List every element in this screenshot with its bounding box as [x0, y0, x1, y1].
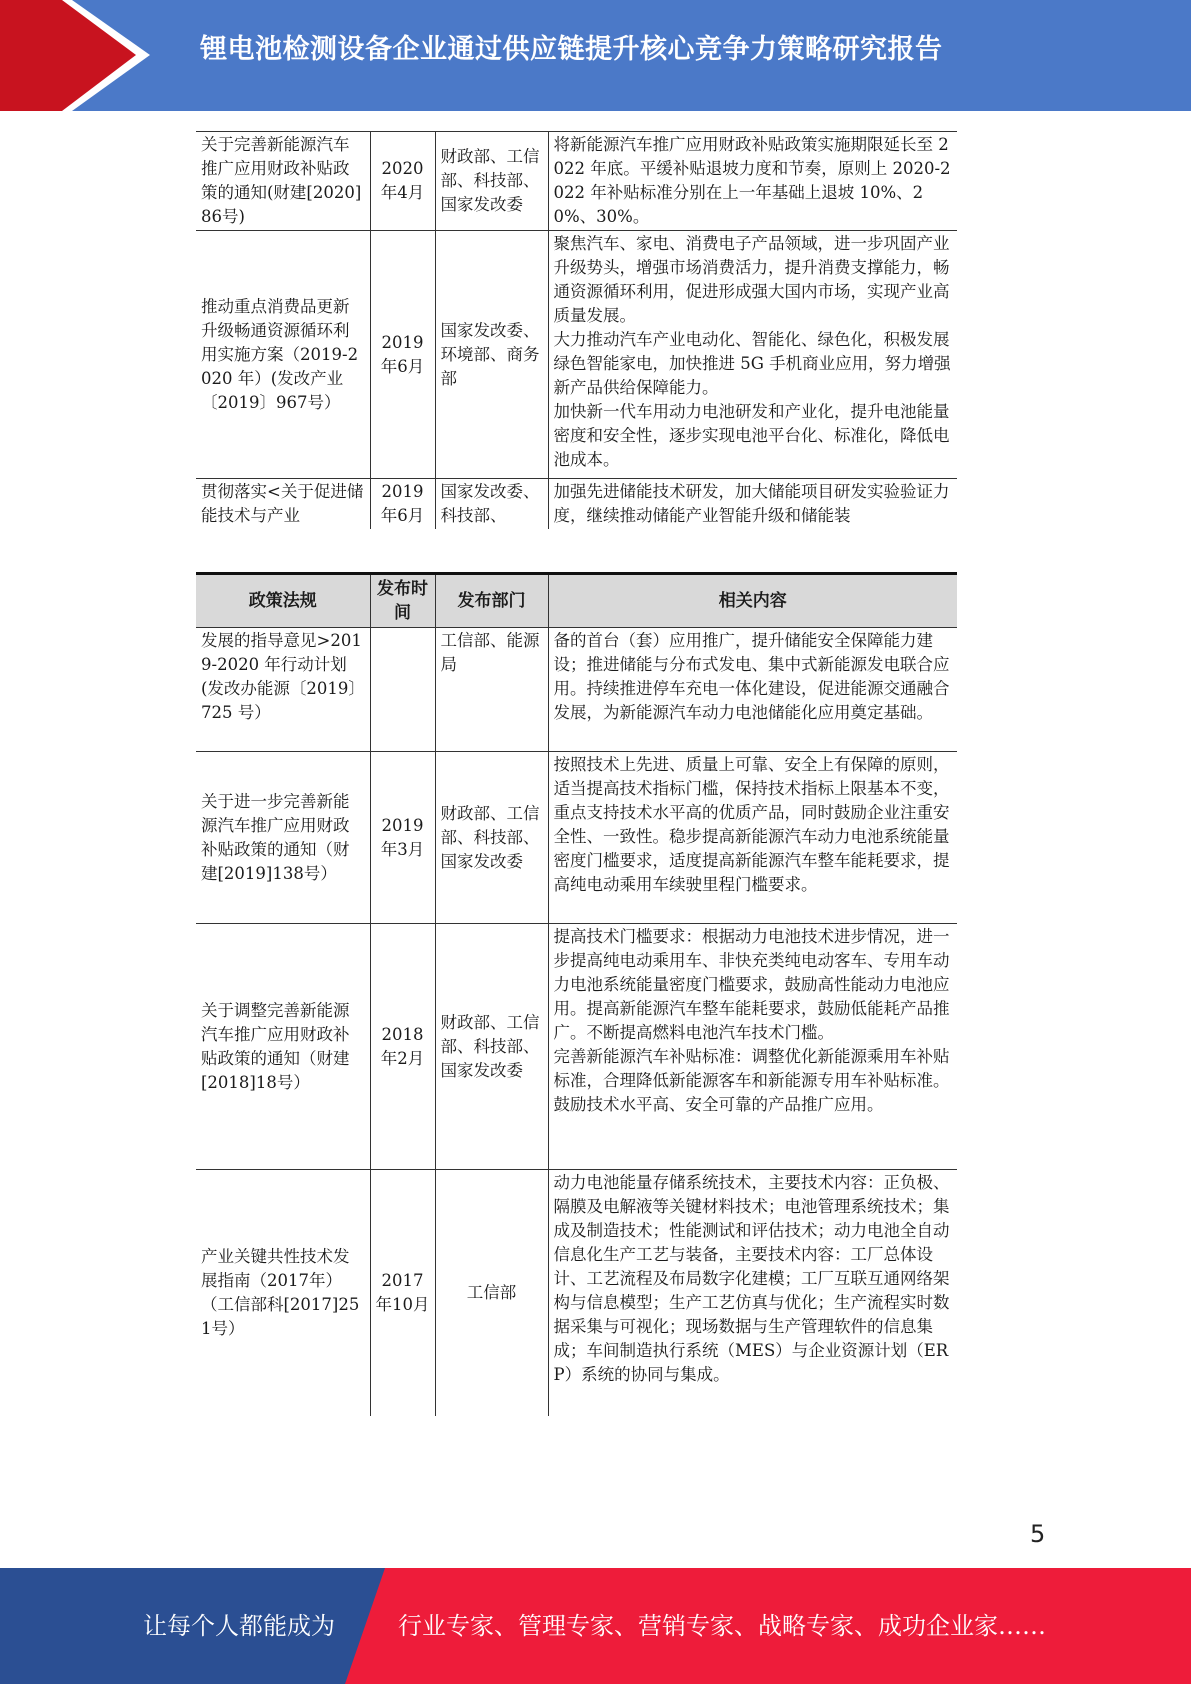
release-time-cell: [370, 628, 435, 752]
content-cell: 将新能源汽车推广应用财政补贴政策实施期限延长至 2022 年底。平缓补贴退坡力度和节奏，原则上 2020-2022 年补贴标准分别在上一年基础上退坡 10%、20%、30%。: [548, 132, 957, 231]
column-header-policy: 政策法规: [196, 574, 370, 628]
department-cell: 财政部、工信部、科技部、国家发改委: [435, 924, 548, 1170]
department-cell: 工信部、能源局: [435, 628, 548, 752]
policy-name-cell: 发展的指导意见>2019-2020 年行动计划(发改办能源〔2019〕725 号）: [196, 628, 370, 752]
column-header-content: 相关内容: [548, 574, 957, 628]
page-footer: [0, 1568, 1191, 1684]
table-row: [196, 1170, 957, 1416]
department-cell: 工信部: [435, 1170, 548, 1416]
content-cell: 按照技术上先进、质量上可靠、安全上有保障的原则，适当提高技术指标门槛，保持技术指标上限基本不变，重点支持技术水平高的优质产品，同时鼓励企业注重安全性、一致性。稳步提高新能源汽车动力电池系统能量密度门槛要求，适度提高新能源汽车整车能耗要求，提高纯电动乘用车续驶里程门槛要求。: [548, 752, 957, 924]
column-header-time: 发布时间: [370, 574, 435, 628]
release-time-cell: 2017年10月: [370, 1170, 435, 1416]
release-time-cell: 2018年2月: [370, 924, 435, 1170]
release-time-cell: 2019年6月: [370, 231, 435, 479]
policy-table: [196, 572, 957, 1416]
policy-name-cell: 关于完善新能源汽车推广应用财政补贴政策的通知(财建[2020]86号): [196, 132, 370, 231]
policy-name-cell: 关于进一步完善新能源汽车推广应用财政补贴政策的通知（财建[2019]138号）: [196, 752, 370, 924]
header-red-arrow-icon: [0, 0, 150, 111]
footer-slogan-left: 让每个人都能成为: [143, 1612, 335, 1640]
department-cell: 财政部、工信部、科技部、国家发改委: [435, 132, 548, 231]
policy-name-cell: 贯彻落实<关于促进储能技术与产业: [196, 479, 370, 530]
content-cell: 加强先进储能技术研发，加大储能项目研发实验验证力度，继续推动储能产业智能升级和储能装: [548, 479, 957, 530]
table-row: [196, 752, 957, 924]
release-time-cell: 2019年3月: [370, 752, 435, 924]
page-number: 5: [1030, 1520, 1046, 1548]
report-title: 锂电池检测设备企业通过供应链提升核心竞争力策略研究报告: [200, 34, 943, 65]
table-header-row: [196, 574, 957, 628]
department-cell: 财政部、工信部、科技部、国家发改委: [435, 752, 548, 924]
content-cell: 聚焦汽车、家电、消费电子产品领域，进一步巩固产业升级势头，增强市场消费活力，提升消费支撑能力，畅通资源循环利用，促进形成强大国内市场，实现产业高质量发展。 大力推动汽车产业电动化、智能化、绿色化，积极发展绿色智能家电，加快推进 5G 手机商业应用，努力增强新产品供给保障能力。 加快新一代车用动力电池研发和产业化，提升电池能量密度和安全性，逐步实现电池平台化、标准化，降低电池成本。: [548, 231, 957, 479]
release-time-cell: 2019年6月: [370, 479, 435, 530]
policy-name-cell: 推动重点消费品更新升级畅通资源循环利用实施方案（2019-2020 年）(发改产业〔2019〕967号）: [196, 231, 370, 479]
department-cell: 国家发改委、环境部、商务部: [435, 231, 548, 479]
content-cell: 提高技术门槛要求：根据动力电池技术进步情况，进一步提高纯电动乘用车、非快充类纯电动客车、专用车动力电池系统能量密度门槛要求，鼓励高性能动力电池应用。提高新能源汽车整车能耗要求，鼓励低能耗产品推广。不断提高燃料电池汽车技术门槛。 完善新能源汽车补贴标准：调整优化新能源乘用车补贴标准，合理降低新能源客车和新能源专用车补贴标准。鼓励技术水平高、安全可靠的产品推广应用。: [548, 924, 957, 1170]
content-cell: 动力电池能量存储系统技术，主要技术内容：正负极、隔膜及电解液等关键材料技术；电池管理系统技术；集成及制造技术；性能测试和评估技术；动力电池全自动信息化生产工艺与装备，主要技术内容：工厂总体设计、工艺流程及布局数字化建模；工厂互联互通网络架构与信息模型；生产工艺仿真与优化；生产流程实时数据采集与可视化；现场数据与生产管理软件的信息集成；车间制造执行系统（MES）与企业资源计划（ERP）系统的协同与集成。: [548, 1170, 957, 1416]
footer-slogan-right: 行业专家、管理专家、营销专家、战略专家、成功企业家……: [398, 1612, 1046, 1640]
policy-name-cell: 产业关键共性技术发展指南（2017年）（工信部科[2017]251号）: [196, 1170, 370, 1416]
table-row: [196, 132, 957, 231]
content-cell: 备的首台（套）应用推广，提升储能安全保障能力建设；推进储能与分布式发电、集中式新能源发电联合应用。持续推进停车充电一体化建设，促进能源交通融合发展，为新能源汽车动力电池储能化应用奠定基础。: [548, 628, 957, 752]
column-header-dept: 发布部门: [435, 574, 548, 628]
table-row: [196, 231, 957, 479]
department-cell: 国家发改委、科技部、: [435, 479, 548, 530]
page-header: [0, 0, 1191, 111]
policy-table-continued: [196, 131, 957, 529]
table-row: [196, 628, 957, 752]
release-time-cell: 2020年4月: [370, 132, 435, 231]
table-row: [196, 924, 957, 1170]
table-row: [196, 479, 957, 530]
policy-name-cell: 关于调整完善新能源汽车推广应用财政补贴政策的通知（财建[2018]18号）: [196, 924, 370, 1170]
